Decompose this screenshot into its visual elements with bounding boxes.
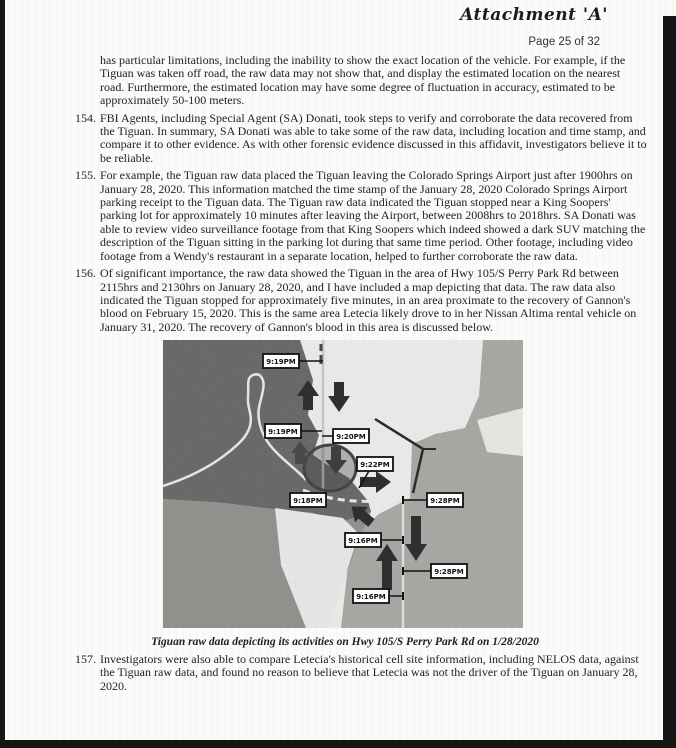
scan-edge-bottom: [0, 740, 676, 748]
time-label-text: 9:28PM: [434, 568, 464, 577]
time-label-text: 9:18PM: [293, 497, 323, 506]
map-time-label: [357, 457, 393, 471]
scan-edge-left: [0, 0, 5, 748]
paragraph-text: Investigators were also able to compare Letecia's historical cell site information, including NELOS data, against the Tiguan raw data, and found no reason to believe that Letecia was not the driver of the Tiguan on January 28, 2020.: [100, 651, 639, 693]
paragraph-number: 156.: [75, 266, 96, 281]
map-time-label: [431, 564, 467, 578]
time-label-text: 9:16PM: [348, 537, 378, 546]
document-body: [75, 54, 647, 697]
figure-caption: Tiguan raw data depicting its activities on Hwy 105/S Perry Park Rd on 1/28/2020: [151, 635, 539, 648]
map-time-label: [333, 429, 369, 443]
map-time-label: [427, 493, 463, 507]
scan-edge-right: [663, 16, 676, 748]
paragraph-157: [75, 653, 647, 693]
paragraph-text: Of significant importance, the raw data showed the Tiguan in the area of Hwy 105/S Perry Park Rd between 2115hrs and 2130hrs on January 28, 2020, and I have included a map depicting that data. The raw data also indicated the Tiguan stopped for approximately five minutes, in an area proximate to the recovery of Gannon's blood on February 15, 2020. This is the same area Letecia likely drove to in her Nissan Altima rental vehicle on January 31, 2020. The recovery of Gannon's blood in this area is discussed below.: [100, 266, 637, 334]
paragraph-text: has particular limitations, including the inability to show the exact location of the vehicle. For example, if the Tiguan was taken off road, the raw data may not show that, and display the estimated location on the nearest road. Furthermore, the estimated location may have some degree of fluctuation in accuracy, estimated to be approximately 50-100 meters.: [100, 53, 626, 108]
paragraph-154: [75, 112, 647, 166]
paragraph-number: 155.: [75, 168, 96, 183]
paragraph-155: [75, 169, 647, 263]
time-label-text: 9:20PM: [336, 433, 366, 442]
attachment-header: Attachment 'A': [460, 5, 608, 25]
paragraph-text: For example, the Tiguan raw data placed the Tiguan leaving the Colorado Springs Airport just after 1900hrs on January 28, 2020. This information matched the time stamp of the January 28, 2020 Colorado Springs Airport parking receipt to the Tiguan data. The Tiguan raw data indicated the Tiguan stopped near a King Soopers' parking lot for approximately 10 minutes after leaving the Airport, between 2008hrs to 2018hrs. SA Donati was able to review video surveillance footage from that King Soopers which indeed showed a dark SUV matching the description of the Tiguan sitting in the parking lot during that same time period. Other footage, including video footage from a Wendy's restaurant in a separate location, helped to further corroborate the raw data.: [100, 168, 646, 263]
time-label-text: 9:19PM: [268, 428, 298, 437]
paragraph-number: 157.: [75, 651, 96, 666]
map-time-label: [265, 424, 301, 438]
route-map-figure: [163, 340, 523, 631]
paragraph-text: FBI Agents, including Special Agent (SA) Donati, took steps to verify and corroborate the data recovered from the Tiguan. In summary, SA Donati was able to take some of the raw data, including location and time stamp, and compare it to other evidence. As with other forensic evidence discussed in this affidavit, investigators believe it to be reliable.: [100, 110, 647, 165]
time-label-text: 9:19PM: [266, 358, 296, 367]
map-time-label: [263, 354, 299, 368]
map-time-label: [353, 589, 389, 603]
route-map-svg: [163, 340, 523, 628]
map-time-label: [290, 493, 326, 507]
page-number: Page 25 of 32: [528, 36, 600, 48]
paragraph-continuation: [75, 54, 647, 108]
time-label-text: 9:22PM: [360, 461, 390, 470]
time-label-text: 9:28PM: [430, 497, 460, 506]
paragraph-156: [75, 267, 647, 334]
map-time-label: [345, 533, 381, 547]
paragraph-number: 154.: [75, 110, 96, 125]
time-label-text: 9:16PM: [356, 593, 386, 602]
